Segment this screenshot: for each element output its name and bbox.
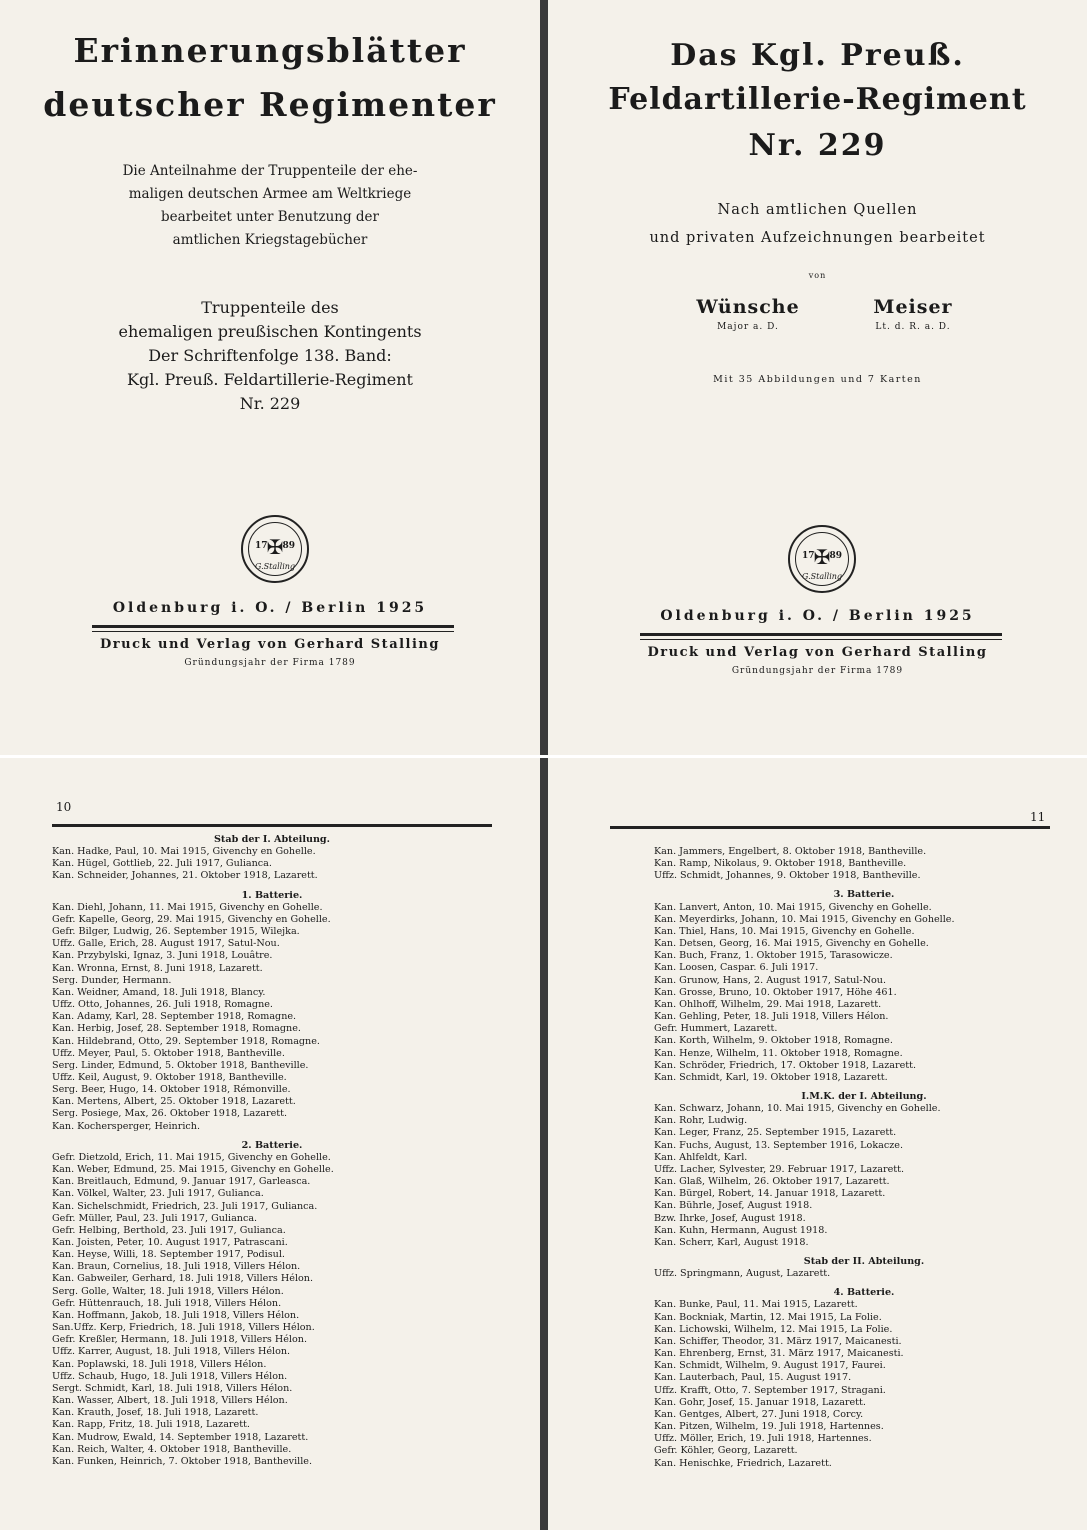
list-item: Kan. Weidner, Amand, 18. Juli 1918, Blancy. <box>52 986 266 998</box>
list-item: Kan. Henischke, Friedrich, Lazarett. <box>654 1457 832 1469</box>
list-item: Kan. Gentges, Albert, 27. Juni 1918, Corcy. <box>654 1408 864 1420</box>
imprint-publisher: Druck und Verlag von Gerhard Stalling <box>100 637 440 652</box>
list-item: Uffz. Krafft, Otto, 7. September 1917, Stragani. <box>654 1384 886 1396</box>
list-item: Gefr. Helbing, Berthold, 23. Juli 1917, Gulianca. <box>52 1224 286 1236</box>
list-item: Uffz. Galle, Erich, 28. August 1917, Satul-Nou. <box>52 938 280 950</box>
list-item: Kan. Hildebrand, Otto, 29. September 1918, Romagne. <box>52 1035 320 1047</box>
list-item: Kan. Fuchs, August, 13. September 1916, Lokacze. <box>654 1139 904 1151</box>
list-item: Kan. Rapp, Fritz, 18. Juli 1918, Lazarett. <box>52 1419 250 1431</box>
list-item: Serg. Golle, Walter, 18. Juli 1918, Villers Hélon. <box>52 1285 284 1297</box>
list-item: Kan. Reich, Walter, 4. Oktober 1918, Bantheville. <box>52 1443 292 1455</box>
list-item: Kan. Gohr, Josef, 15. Januar 1918, Lazarett. <box>654 1396 866 1408</box>
author-1: Wünsche Major a. D. <box>696 296 800 332</box>
list-item: Kan. Glaß, Wilhelm, 26. Oktober 1917, Lazarett. <box>654 1176 890 1188</box>
title-line-1: Das Kgl. Preuß. <box>670 38 965 73</box>
list-item: Kan. Funken, Heinrich, 7. Oktober 1918, Bantheville. <box>52 1455 313 1467</box>
by-label: von <box>808 271 827 280</box>
list-item: Kan. Kochersperger, Heinrich. <box>52 1120 200 1132</box>
list-item: Uffz. Otto, Johannes, 26. Juli 1918, Romagne. <box>52 999 273 1011</box>
list-item: Kan. Diehl, Johann, 11. Mai 1915, Givenchy en Gohelle. <box>52 901 323 913</box>
list-item: Uffz. Keil, August, 9. Oktober 1918, Bantheville. <box>52 1071 287 1083</box>
list-item: Kan. Völkel, Walter, 23. Juli 1917, Gulianca. <box>52 1188 264 1200</box>
list-item: Kan. Krauth, Josef, 18. Juli 1918, Lazarett. <box>52 1407 259 1419</box>
list-item: Uffz. Schaub, Hugo, 18. Juli 1918, Villers Hélon. <box>52 1370 288 1382</box>
list-item: Serg. Dunder, Hermann. <box>52 974 172 986</box>
subtitle-line-2: und privaten Aufzeichnungen bearbeitet <box>649 230 986 246</box>
subtitle-line-1: Nach amtlichen Quellen <box>717 202 918 218</box>
publisher-seal: 17 89 ✠ G.Stalling <box>788 525 856 593</box>
header-rule <box>610 826 1050 829</box>
list-item: Gefr. Hüttenrauch, 18. Juli 1918, Villers Hélon. <box>52 1297 282 1309</box>
list-item: Kan. Braun, Cornelius, 18. Juli 1918, Villers Hélon. <box>52 1261 301 1273</box>
list-item: Kan. Meyerdirks, Johann, 10. Mai 1915, Givenchy en Gohelle. <box>654 913 955 925</box>
list-item: Kan. Weber, Edmund, 25. Mai 1915, Givenchy en Gohelle. <box>52 1164 334 1176</box>
imprint-rule <box>640 633 1002 636</box>
list-item: Gefr. Hummert, Lazarett. <box>654 1023 778 1035</box>
windmill-icon: ✠ <box>266 535 284 559</box>
windmill-icon: ✠ <box>813 545 831 569</box>
section-heading: Stab der II. Abteilung. <box>803 1256 925 1267</box>
list-item: Uffz. Meyer, Paul, 5. Oktober 1918, Bantheville. <box>52 1047 285 1059</box>
section-heading: 4. Batterie. <box>833 1287 895 1299</box>
section-heading: 1. Batterie. <box>241 889 303 901</box>
list-item: Kan. Thiel, Hans, 10. Mai 1915, Givenchy en Gohelle. <box>654 925 915 937</box>
publisher-seal: 17 89 ✠ G.Stalling <box>241 515 309 583</box>
list-item: Kan. Bunke, Paul, 11. Mai 1915, Lazarett. <box>654 1299 858 1311</box>
list-item: Kan. Hügel, Gottlieb, 22. Juli 1917, Gulianca. <box>52 858 272 870</box>
list-item: Kan. Joisten, Peter, 10. August 1917, Patrascani. <box>52 1237 288 1248</box>
list-item: Gefr. Kapelle, Georg, 29. Mai 1915, Givenchy en Gohelle. <box>52 913 331 925</box>
list-item: Kan. Schmidt, Karl, 19. Oktober 1918, Lazarett. <box>654 1071 888 1083</box>
list-item: Kan. Wronna, Ernst, 8. Juni 1918, Lazarett. <box>52 962 263 974</box>
list-item: Kan. Lauterbach, Paul, 15. August 1917. <box>654 1372 852 1384</box>
section-heading: 3. Batterie. <box>833 889 895 901</box>
list-item: Kan. Kuhn, Hermann, August 1918. <box>654 1224 828 1236</box>
list-item: Serg. Posiege, Max, 26. Oktober 1918, Lazarett. <box>52 1108 288 1120</box>
title-line-1: Erinnerungsblätter <box>73 31 467 70</box>
casualty-list-page-11 <box>548 758 1087 1530</box>
title-line-2: deutscher Regimenter <box>43 85 497 124</box>
header-rule <box>52 824 492 827</box>
list-item: Kan. Korth, Wilhelm, 9. Oktober 1918, Romagne. <box>654 1035 893 1047</box>
list-item: Kan. Loosen, Caspar. 6. Juli 1917. <box>654 962 819 974</box>
list-item: Kan. Henze, Wilhelm, 11. Oktober 1918, Romagne. <box>654 1047 903 1059</box>
list-item: Kan. Przybylski, Ignaz, 3. Juni 1918, Louâtre. <box>52 950 273 962</box>
book-gutter-bottom <box>540 758 548 1530</box>
list-item: Sergt. Schmidt, Karl, 18. Juli 1918, Villers Hélon. <box>52 1382 293 1394</box>
imprint-rule <box>92 625 454 628</box>
list-item: Kan. Ahlfeldt, Karl. <box>654 1151 748 1163</box>
list-item: Kan. Buch, Franz, 1. Oktober 1915, Tarasowicze. <box>654 950 893 962</box>
list-item: Kan. Ehrenberg, Ernst, 31. März 1917, Maicanesti. <box>654 1348 904 1360</box>
list-item: Kan. Hoffmann, Jakob, 18. Juli 1918, Villers Hélon. <box>52 1309 300 1321</box>
page-number: 10 <box>56 800 72 814</box>
list-item: Kan. Mudrow, Ewald, 14. September 1918, Lazarett. <box>52 1431 309 1443</box>
illustrations-note: Mit 35 Abbildungen und 7 Karten <box>713 374 922 385</box>
list-item: Kan. Ramp, Nikolaus, 9. Oktober 1918, Bantheville. <box>654 858 907 870</box>
list-item: Kan. Gehling, Peter, 18. Juli 1918, Villers Hélon. <box>654 1011 889 1023</box>
section-heading: 2. Batterie. <box>241 1139 303 1151</box>
list-item: Kan. Gabweiler, Gerhard, 18. Juli 1918, Villers Hélon. <box>52 1273 314 1285</box>
list-item: Kan. Sichelschmidt, Friedrich, 23. Juli 1917, Gulianca. <box>52 1200 318 1212</box>
list-item: Gefr. Köhler, Georg, Lazarett. <box>654 1445 798 1457</box>
list-item: Kan. Detsen, Georg, 16. Mai 1915, Givenchy en Gohelle. <box>654 938 929 950</box>
list-item: Bzw. Ihrke, Josef, August 1918. <box>654 1212 806 1224</box>
list-item: Uffz. Möller, Erich, 19. Juli 1918, Hartennes. <box>654 1433 872 1445</box>
title-line-2: Feldartillerie-Regiment <box>608 82 1027 117</box>
list-item: Kan. Lanvert, Anton, 10. Mai 1915, Givenchy en Gohelle. <box>654 901 932 913</box>
list-item: Serg. Linder, Edmund, 5. Oktober 1918, Bantheville. <box>52 1059 309 1071</box>
list-item: Kan. Bührle, Josef, August 1918. <box>654 1200 813 1212</box>
subtitle-block: Die Anteilnahme der Truppenteile der ehe- maligen deutschen Armee am Weltkriege bearbeitet unter Benutzung der amtlichen Kriegstagebücher <box>122 163 418 248</box>
list-item: Kan. Heyse, Willi, 18. September 1917, Podisul. <box>52 1249 285 1261</box>
list-item: Kan. Bürgel, Robert, 14. Januar 1918, Lazarett. <box>654 1188 886 1200</box>
title-line-3: Nr. 229 <box>748 128 887 163</box>
list-item: Gefr. Kreßler, Hermann, 18. Juli 1918, Villers Hélon. <box>52 1334 307 1346</box>
list-item: Kan. Schmidt, Wilhelm, 9. August 1917, Faurei. <box>654 1360 886 1372</box>
imprint-founded: Gründungsjahr der Firma 1789 <box>184 658 356 668</box>
casualty-list <box>52 834 492 1468</box>
list-item: Kan. Schiffer, Theodor, 31. März 1917, Maicanesti. <box>654 1335 902 1347</box>
list-item: Uffz. Lacher, Sylvester, 29. Februar 1917, Lazarett. <box>654 1163 905 1175</box>
list-item: Kan. Grunow, Hans, 2. August 1917, Satul-Nou. <box>654 974 887 986</box>
imprint-founded: Gründungsjahr der Firma 1789 <box>731 666 904 676</box>
book-gutter-top <box>540 0 548 755</box>
list-item: Gefr. Bilger, Ludwig, 26. September 1915, Wilejka. <box>52 926 300 938</box>
list-item: Uffz. Schmidt, Johannes, 9. Oktober 1918, Bantheville. <box>654 870 921 882</box>
series-block: Truppenteile des ehemaligen preußischen Kontingents Der Schriftenfolge 138. Band: Kgl. Preuß. Feldartillerie-Regiment Nr. 229 <box>118 298 422 413</box>
casualty-list-page-10 <box>0 758 540 1530</box>
list-item: Kan. Schneider, Johannes, 21. Oktober 1918, Lazarett. <box>52 870 318 882</box>
imprint-city: Oldenburg i. O. / Berlin 1925 <box>660 608 975 624</box>
list-item: Kan. Schwarz, Johann, 10. Mai 1915, Givenchy en Gohelle. <box>654 1103 941 1115</box>
list-item: Kan. Herbig, Josef, 28. September 1918, Romagne. <box>52 1023 301 1035</box>
page-number: 11 <box>1030 810 1046 824</box>
list-item: Kan. Ohlhoff, Wilhelm, 29. Mai 1918, Lazarett. <box>654 998 882 1010</box>
list-item: Gefr. Müller, Paul, 23. Juli 1917, Gulianca. <box>52 1212 258 1224</box>
section-heading: Stab der I. Abteilung. <box>214 834 330 845</box>
list-item: Kan. Adamy, Karl, 28. September 1918, Romagne. <box>52 1011 297 1023</box>
list-item: Kan. Jammers, Engelbert, 8. Oktober 1918, Bantheville. <box>654 846 927 857</box>
list-item: Uffz. Karrer, August, 18. Juli 1918, Villers Hélon. <box>52 1346 291 1358</box>
list-item: Kan. Scherr, Karl, August 1918. <box>654 1236 809 1248</box>
section-heading: I.M.K. der I. Abteilung. <box>801 1090 927 1102</box>
list-item: Kan. Lichowski, Wilhelm, 12. Mai 1915, La Folie. <box>654 1323 893 1335</box>
left-title-page <box>0 0 540 755</box>
list-item: Kan. Wasser, Albert, 18. Juli 1918, Villers Hélon. <box>52 1395 288 1407</box>
list-item: Kan. Grosse, Bruno, 10. Oktober 1917, Höhe 461. <box>654 986 897 998</box>
imprint-city: Oldenburg i. O. / Berlin 1925 <box>112 600 428 616</box>
list-item: Kan. Pitzen, Wilhelm, 19. Juli 1918, Hartennes. <box>654 1421 884 1433</box>
author-2: Meiser Lt. d. R. a. D. <box>873 296 953 332</box>
right-title-page <box>548 0 1087 755</box>
list-item: Kan. Poplawski, 18. Juli 1918, Villers Hélon. <box>52 1358 267 1370</box>
list-item: Kan. Rohr, Ludwig. <box>654 1115 748 1127</box>
list-item: Gefr. Dietzold, Erich, 11. Mai 1915, Givenchy en Gohelle. <box>52 1151 331 1163</box>
list-item: Kan. Bockniak, Martin, 12. Mai 1915, La Folie. <box>654 1311 882 1323</box>
list-item: Kan. Breitlauch, Edmund, 9. Januar 1917, Garleasca. <box>52 1176 311 1188</box>
list-item: Kan. Mertens, Albert, 25. Oktober 1918, Lazarett. <box>52 1096 296 1108</box>
list-item: Kan. Schröder, Friedrich, 17. Oktober 1918, Lazarett. <box>654 1059 917 1071</box>
list-item: San.Uffz. Kerp, Friedrich, 18. Juli 1918, Villers Hélon. <box>52 1322 315 1334</box>
list-item: Serg. Beer, Hugo, 14. Oktober 1918, Rémonville. <box>52 1084 291 1096</box>
imprint-publisher: Druck und Verlag von Gerhard Stalling <box>647 645 988 660</box>
casualty-list <box>654 846 1074 1470</box>
list-item: Uffz. Springmann, August, Lazarett. <box>654 1268 831 1280</box>
list-item: Kan. Hadke, Paul, 10. Mai 1915, Givenchy en Gohelle. <box>52 846 316 858</box>
list-item: Kan. Leger, Franz, 25. September 1915, Lazarett. <box>654 1127 897 1139</box>
